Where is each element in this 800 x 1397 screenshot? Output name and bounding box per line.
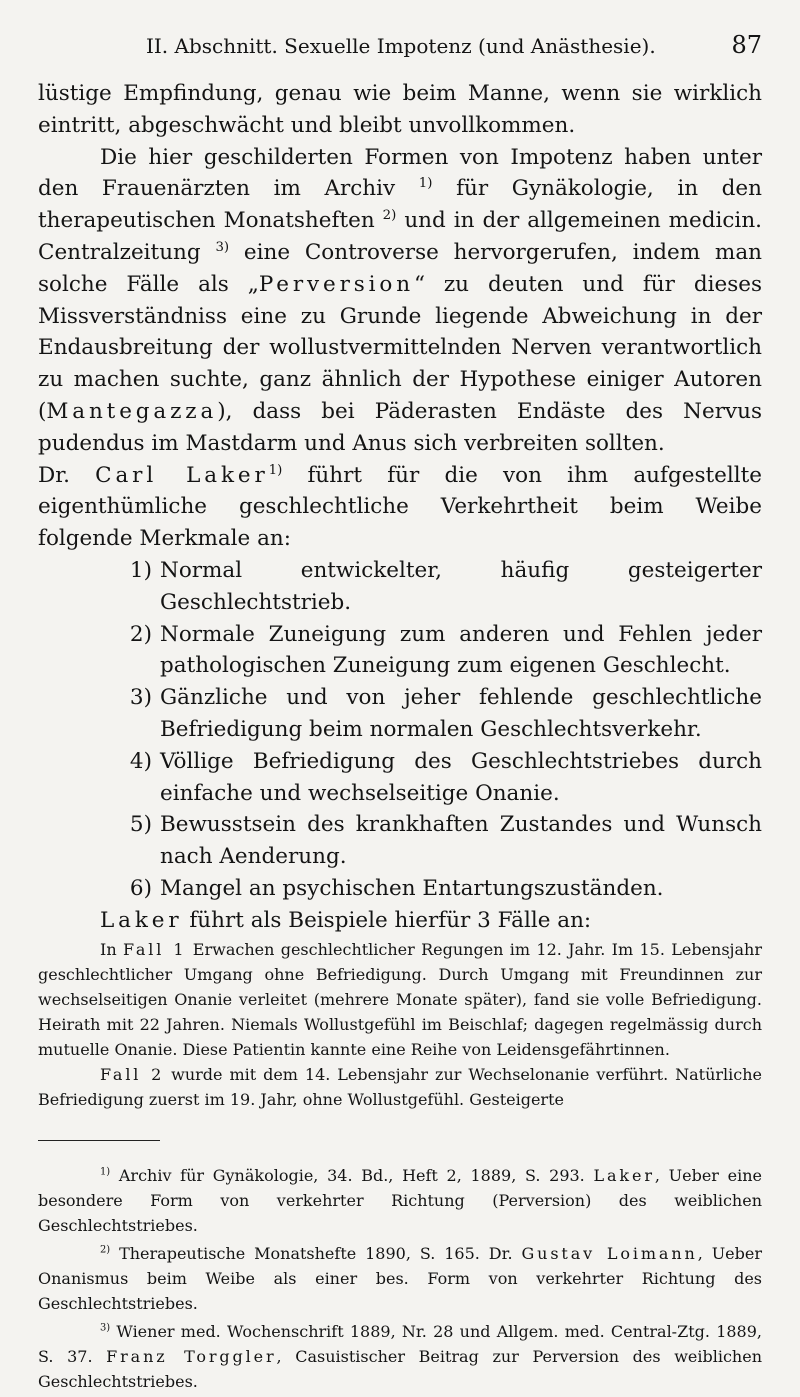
text-run: eine Controverse hervorgerufen, indem man solche Fälle als „ <box>38 239 762 297</box>
paragraph-3 <box>38 460 762 555</box>
page-header <box>38 30 762 70</box>
list-number: 3) <box>129 685 152 711</box>
paragraph-2 <box>38 142 762 460</box>
list-item <box>38 746 762 810</box>
author-name: Carl Laker <box>95 462 269 488</box>
text-run: Die hier geschilderten Formen von Impotenz haben unter den Frauenärzten im Archiv <box>38 144 762 202</box>
footnote-3 <box>38 1319 762 1394</box>
paragraph-1: lüstige Empfindung, genau wie beim Manne, wenn sie wirklich eintritt, abgeschwächt und bleibt unvollkommen. <box>38 81 762 138</box>
list-item <box>38 682 762 746</box>
list-item <box>38 555 762 619</box>
emphasized-term: Perversion <box>258 271 414 297</box>
text-run: für Gynäkologie, in den therapeutischen Monatsheften <box>38 176 763 234</box>
list-item <box>38 809 762 873</box>
list-text: Normal entwickelter, häufig gesteigerter Geschlechtstrieb. <box>160 557 762 615</box>
case-reports <box>38 937 762 1112</box>
footnote-mark: 2) <box>100 1244 111 1256</box>
text-run: , Ueber eine besondere Form von verkehrter Richtung (Perversion) des weiblichen Geschlechtstriebes. <box>38 1165 762 1235</box>
text-run: Erwachen geschlechtlicher Regungen im 12. Jahr. Im 15. Lebensjahr geschlechtlicher Umgang ohne Befriedigung. Durch Umgang mit Freundinnen zur wechselseitigen Onanie verleitet (mehrere Monate später), fand sie volle Befriedigung. Heirath mit 22 Jahren. Niemals Wollustgefühl im Beischlaf; dagegen regelmässig durch mutuelle Onanie. Diese Patientin kannte eine Reihe von Leidensgefährtinnen. <box>38 939 762 1059</box>
text-run: “ zu deuten und für dieses Missverständniss eine zu Grunde liegende Abweichung in der Endausbreitung der wollustvermittelnden Nerven verantwortlich zu machen suchte, ganz ähnlich der Hypothese einiger Autoren ( <box>38 271 762 424</box>
footnote-ref: 3) <box>215 239 230 255</box>
footnote-1 <box>38 1163 762 1238</box>
text-run: , Ueber Onanismus beim Weibe als einer bes. Form von verkehrter Richtung des Geschlechtstriebes. <box>38 1243 763 1313</box>
author-name: Laker <box>593 1165 655 1185</box>
text-run: führt als Beispiele hierfür 3 Fälle an: <box>182 907 592 933</box>
case-label: Fall 1 <box>122 939 187 959</box>
running-title: II. Abschnitt. Sexuelle Impotenz (und Anästhesie). <box>146 34 656 58</box>
text-run: Wiener med. Wochenschrift 1889, Nr. 28 und Allgem. med. Central-Ztg. 1889, S. 37. <box>38 1321 762 1366</box>
author-name: Mantegazza <box>46 398 218 424</box>
criteria-list <box>38 555 762 905</box>
list-number: 4) <box>129 748 152 774</box>
page-number: 87 <box>731 31 762 59</box>
case-label: Fall 2 <box>100 1064 165 1084</box>
text-run: Therapeutische Monatshefte 1890, S. 165. Dr. <box>110 1243 522 1263</box>
list-text: Bewusstsein des krankhaften Zustandes und Wunsch nach Aenderung. <box>160 812 762 870</box>
author-name: Laker <box>100 907 183 933</box>
list-item <box>38 873 762 905</box>
list-text: Völlige Befriedigung des Geschlechtstriebes durch einfache und wechselseitige Onanie. <box>160 748 762 806</box>
text-run: führt für die von ihm aufgestellte eigenthümliche geschlechtliche Verkehrtheit beim Weibe folgende Merkmale an: <box>38 462 762 552</box>
footnotes <box>38 1163 762 1394</box>
text-run: und in der allgemeinen medicin. Centralzeitung <box>38 208 762 265</box>
text-run: Archiv für Gynäkologie, 34. Bd., Heft 2, 1889, S. 293. <box>110 1165 594 1185</box>
author-name: Franz Torggler <box>106 1346 277 1366</box>
footnote-mark: 1) <box>100 1166 111 1178</box>
footnote-ref: 1) <box>268 462 283 478</box>
case-2 <box>38 1062 762 1112</box>
footnote-mark: 3) <box>100 1322 111 1334</box>
list-item <box>38 619 762 683</box>
text-run: In <box>100 939 123 959</box>
text-run: ), dass bei Päderasten Endäste des Nervus pudendus im Mastdarm und Anus sich verbreiten sollten. <box>38 398 762 456</box>
list-text: Gänzliche und von jeher fehlende geschlechtliche Befriedigung beim normalen Geschlechtsverkehr. <box>160 685 762 742</box>
text-run: , Casuistischer Beitrag zur Perversion des weiblichen Geschlechtstriebes. <box>38 1346 762 1391</box>
footnote-ref: 2) <box>382 208 397 224</box>
list-number: 2) <box>129 621 152 647</box>
case-1 <box>38 937 762 1062</box>
list-number: 5) <box>129 812 152 838</box>
main-text <box>38 78 762 937</box>
list-text: Mangel an psychischen Entartungszuständen. <box>160 875 664 901</box>
text-run: wurde mit dem 14. Lebensjahr zur Wechselonanie verführt. Natürliche Befriedigung zuerst im 19. Jahr, ohne Wollustgefühl. Gesteigerte <box>38 1064 762 1109</box>
paragraph-4 <box>38 905 762 937</box>
text-run: Dr. <box>38 462 96 488</box>
footnote-divider <box>38 1140 160 1141</box>
list-text: Normale Zuneigung zum anderen und Fehlen jeder pathologischen Zuneigung zum eigenen Geschlecht. <box>160 621 762 679</box>
footnote-ref: 1) <box>418 176 433 192</box>
list-number: 1) <box>129 557 152 583</box>
list-number: 6) <box>129 875 152 901</box>
book-page <box>38 30 762 1397</box>
footnote-2 <box>38 1241 762 1316</box>
author-name: Gustav Loimann <box>521 1243 698 1263</box>
